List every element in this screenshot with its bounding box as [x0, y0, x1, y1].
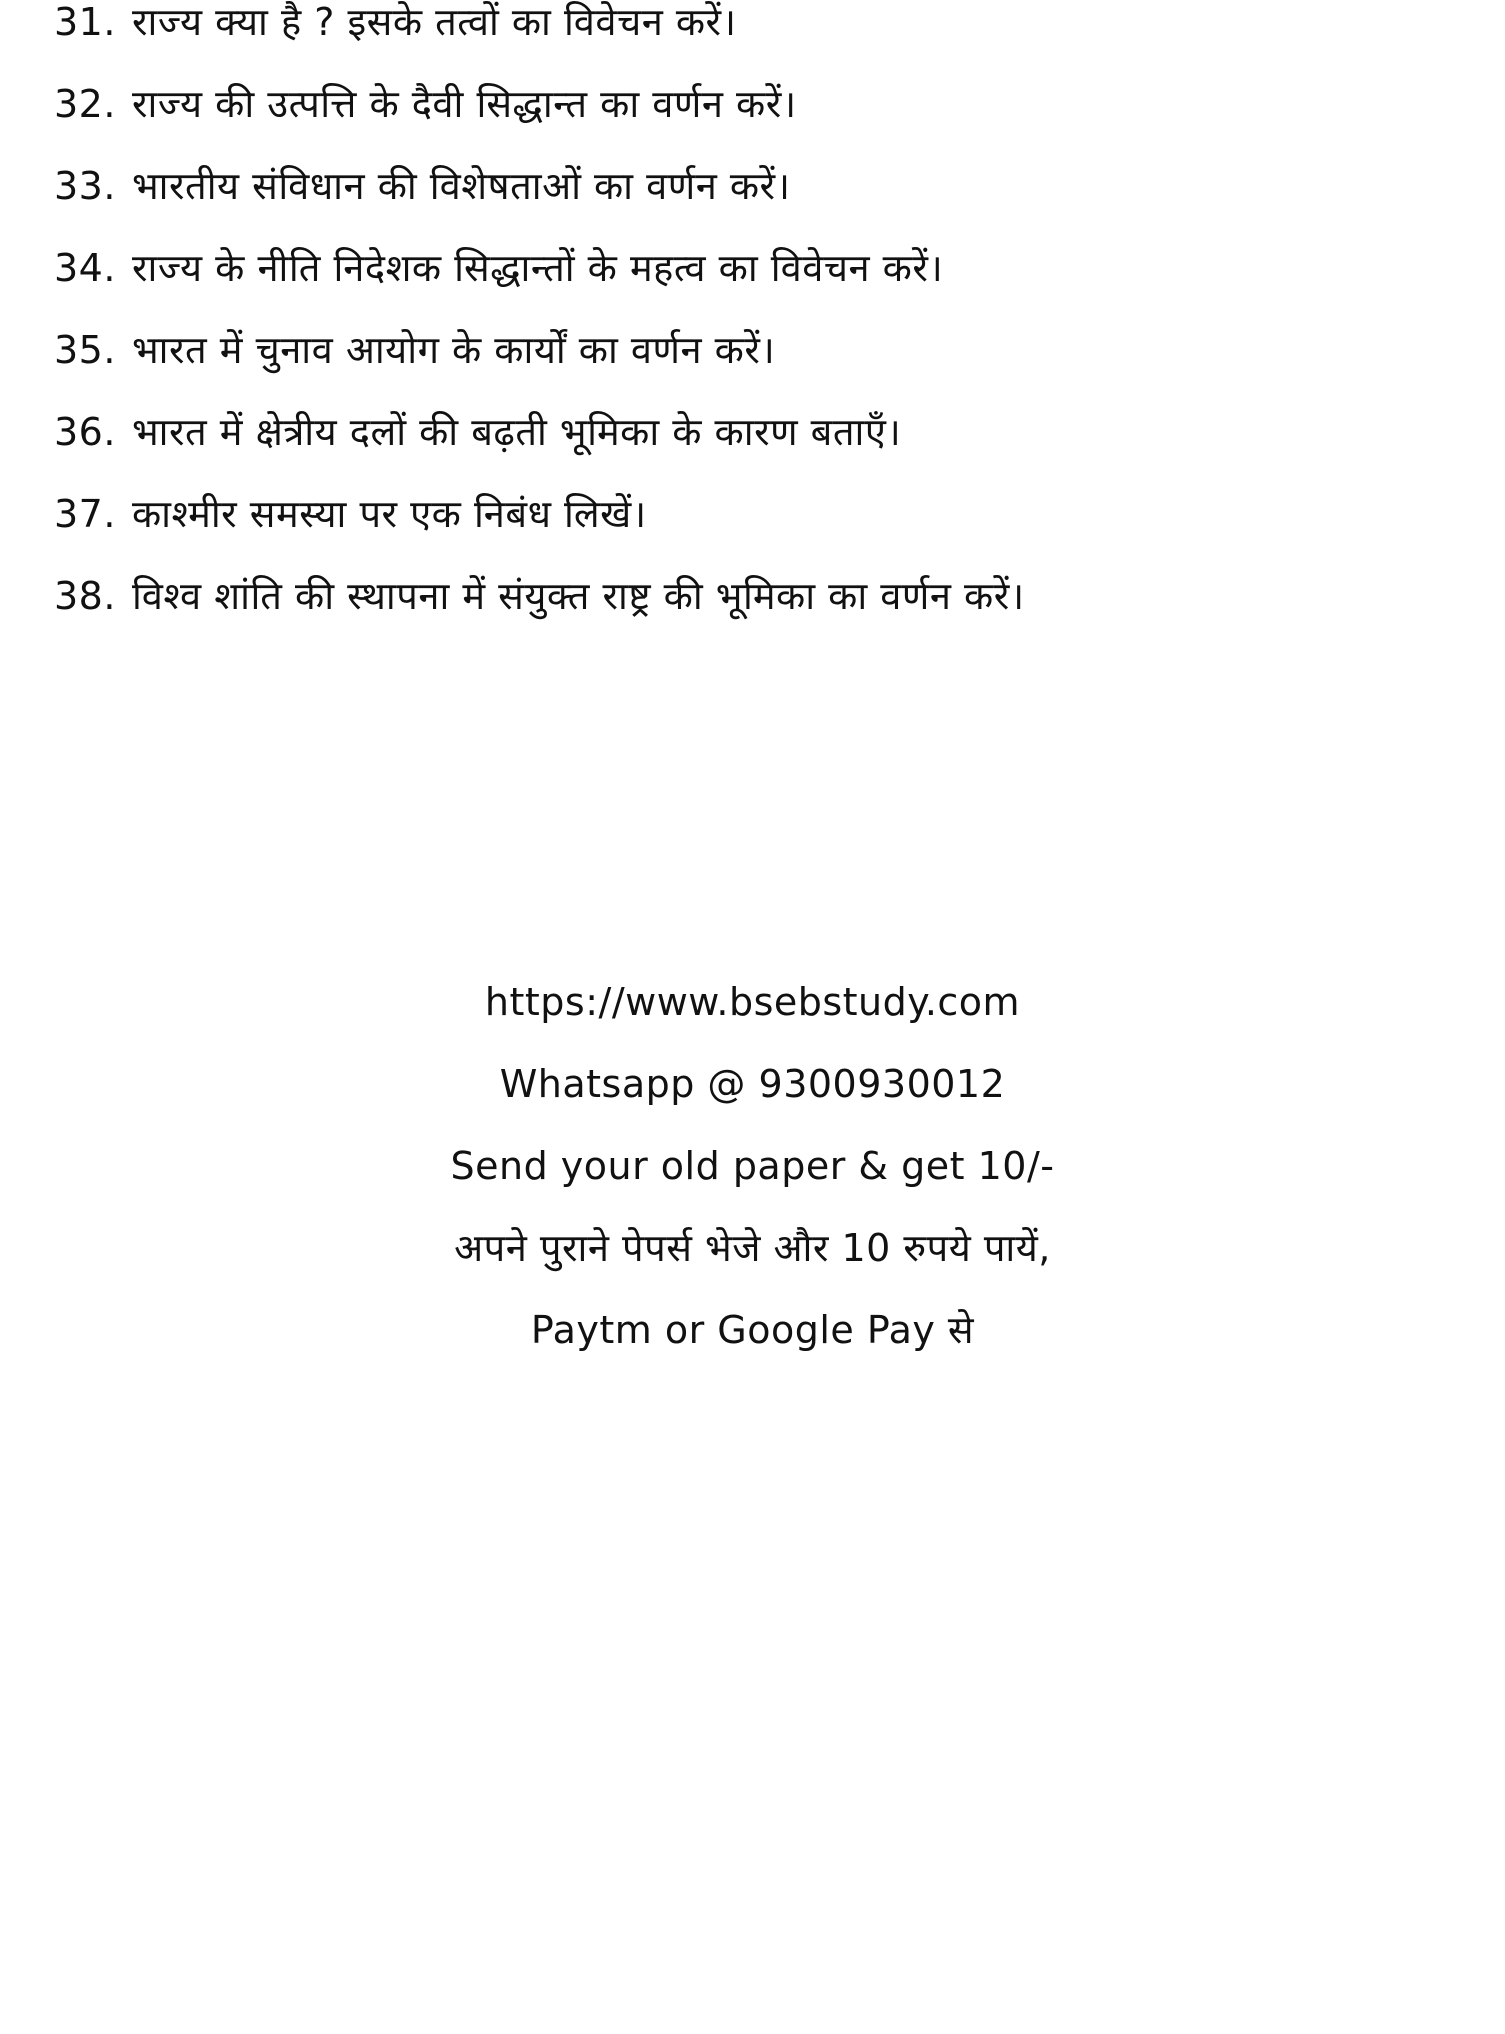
- payment-methods: Paytm or Google Pay से: [530, 1308, 975, 1352]
- question-item: [54, 410, 1454, 492]
- question-text: राज्य की उत्पत्ति के दैवी सिद्धान्त का वर्णन करें।: [131, 82, 797, 126]
- question-item: [54, 574, 1454, 656]
- question-text: राज्य क्या है ? इसके तत्वों का विवेचन करें।: [131, 0, 737, 44]
- question-item: [54, 492, 1454, 574]
- question-text: भारत में क्षेत्रीय दलों की बढ़ती भूमिका के कारण बताएँ।: [131, 410, 902, 454]
- question-text: भारत में चुनाव आयोग के कार्यों का वर्णन करें।: [131, 328, 776, 372]
- question-number: 33.: [54, 164, 116, 208]
- website-link[interactable]: https://www.bsebstudy.com: [484, 980, 1021, 1024]
- question-item: [54, 164, 1454, 246]
- question-item: [54, 82, 1454, 164]
- question-text: भारतीय संविधान की विशेषताओं का वर्णन करें।: [131, 164, 791, 208]
- question-item: [54, 0, 1454, 82]
- offer-text-hindi: अपने पुराने पेपर्स भेजे और 10 रुपये पायें,: [454, 1226, 1051, 1270]
- question-item: [54, 328, 1454, 410]
- question-list: [54, 0, 1454, 656]
- question-number: 37.: [54, 492, 116, 536]
- question-text: राज्य के नीति निदेशक सिद्धान्तों के महत्व का विवेचन करें।: [131, 246, 944, 290]
- question-number: 38.: [54, 574, 116, 618]
- question-text: काश्मीर समस्या पर एक निबंध लिखें।: [131, 492, 647, 536]
- question-number: 31.: [54, 0, 116, 44]
- question-item: [54, 246, 1454, 328]
- whatsapp-contact: Whatsapp @ 9300930012: [499, 1062, 1006, 1106]
- question-number: 32.: [54, 82, 116, 126]
- offer-text-english: Send your old paper & get 10/-: [450, 1144, 1055, 1188]
- question-number: 36.: [54, 410, 116, 454]
- question-number: 34.: [54, 246, 116, 290]
- question-text: विश्व शांति की स्थापना में संयुक्त राष्ट्र की भूमिका का वर्णन करें।: [131, 574, 1025, 618]
- question-number: 35.: [54, 328, 116, 372]
- footer-promo: [0, 980, 1505, 1390]
